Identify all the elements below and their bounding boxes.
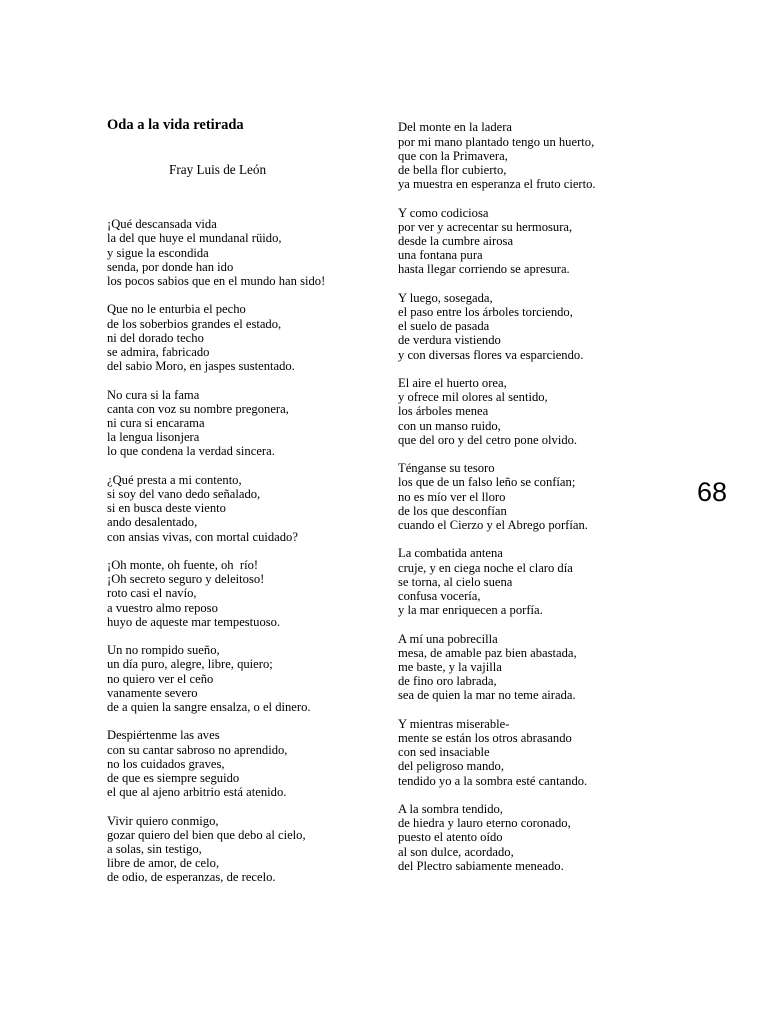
poem-line: de a quien la sangre ensalza, o el dinero. xyxy=(107,700,311,715)
poem-line: Que no le enturbia el pecho xyxy=(107,302,246,317)
stanza xyxy=(107,643,325,714)
poem-line: la del que huye el mundanal rüido, xyxy=(107,231,282,246)
poem-line: ¿Qué presta a mi contento, xyxy=(107,472,242,487)
poem-line: Vivir quiero conmigo, xyxy=(107,813,219,828)
poem-line: hasta llegar corriendo se apresura. xyxy=(398,262,570,277)
poem-line: los árboles menea xyxy=(398,404,489,419)
stanza xyxy=(398,632,596,703)
poem-line: mente se están los otros abrasando xyxy=(398,731,572,746)
poem-line: La combatida antena xyxy=(398,546,503,561)
poem-line: y con diversas flores va esparciendo. xyxy=(398,347,584,362)
poem-line: Y mientras miserable- xyxy=(398,716,510,731)
poem-line: los que de un falso leño se confían; xyxy=(398,475,576,490)
poem-line: por mi mano plantado tengo un huerto, xyxy=(398,134,595,149)
stanza xyxy=(398,802,596,873)
poem-line: libre de amor, de celo, xyxy=(107,856,220,871)
poem-line: confusa vocería, xyxy=(398,589,481,604)
stanza xyxy=(107,814,325,885)
poem-line: del peligroso mando, xyxy=(398,759,504,774)
stanza xyxy=(107,728,325,799)
poem-line: del sabio Moro, en jaspes sustentado. xyxy=(107,359,295,374)
stanza xyxy=(398,206,596,277)
poem-line: me baste, y la vajilla xyxy=(398,660,502,675)
poem-line: senda, por donde han ido xyxy=(107,259,234,274)
poem-line: huyo de aqueste mar tempestuoso. xyxy=(107,614,281,629)
poem-line: el paso entre los árboles torciendo, xyxy=(398,305,573,320)
poem-line: desde la cumbre airosa xyxy=(398,234,514,249)
stanza xyxy=(398,291,596,362)
stanza xyxy=(398,120,596,191)
poem-line: cuando el Cierzo y el Abrego porfían. xyxy=(398,518,588,533)
poem-line: A mí una pobrecilla xyxy=(398,631,498,646)
poem-line: se torna, al cielo suena xyxy=(398,574,513,589)
left-column xyxy=(107,90,325,927)
poem-line: ¡Qué descansada vida xyxy=(107,217,217,232)
poem-line: mesa, de amable paz bien abastada, xyxy=(398,645,577,660)
poem-line: el suelo de pasada xyxy=(398,319,490,334)
poem-line: de fino oro labrada, xyxy=(398,674,497,689)
poem-line: A la sombra tendido, xyxy=(398,802,503,817)
poem-line: de verdura vistiendo xyxy=(398,333,501,348)
poem-line: de hiedra y lauro eterno coronado, xyxy=(398,816,571,831)
poem-line: ya muestra en esperanza el fruto cierto. xyxy=(398,177,596,192)
poem-line: del Plectro sabiamente meneado. xyxy=(398,858,564,873)
stanza xyxy=(107,558,325,629)
poem-line: de bella flor cubierto, xyxy=(398,163,507,178)
poem-line: y ofrece mil olores al sentido, xyxy=(398,390,548,405)
poem-line: no es mío ver el lloro xyxy=(398,489,506,504)
poem-line: de odio, de esperanzas, de recelo. xyxy=(107,870,276,885)
poem-line: Y luego, sosegada, xyxy=(398,290,493,305)
poem-line: que con la Primavera, xyxy=(398,148,508,163)
poem-line: canta con voz su nombre pregonera, xyxy=(107,401,289,416)
right-column xyxy=(398,92,596,916)
poem-line: con ansias vivas, con mortal cuidado? xyxy=(107,529,298,544)
poem-line: no los cuidados graves, xyxy=(107,756,225,771)
poem-line: No cura si la fama xyxy=(107,387,200,402)
poem-line: lo que condena la verdad sincera. xyxy=(107,444,275,459)
poem-line: ando desalentado, xyxy=(107,515,198,530)
poem-line: gozar quiero del bien que debo al cielo, xyxy=(107,827,306,842)
poem-line: de los soberbios grandes el estado, xyxy=(107,316,282,331)
poem-line: roto casi el navío, xyxy=(107,586,197,601)
poem-line: Despiértenme las aves xyxy=(107,728,220,743)
poem-line: ¡Oh secreto seguro y deleitoso! xyxy=(107,572,265,587)
poem-line: cruje, y en ciega noche el claro día xyxy=(398,560,573,575)
poem-line: puesto el atento oído xyxy=(398,830,503,845)
stanza xyxy=(107,302,325,373)
stanza xyxy=(398,717,596,788)
poem-line: se admira, fabricado xyxy=(107,345,210,360)
poem-line: y la mar enriquecen a porfía. xyxy=(398,603,543,618)
poem-line: con un manso ruido, xyxy=(398,418,501,433)
poem-line: que del oro y del cetro pone olvido. xyxy=(398,432,578,447)
poem-line: Ténganse su tesoro xyxy=(398,461,495,476)
poem-line: con su cantar sabroso no aprendido, xyxy=(107,742,288,757)
poem-line: Un no rompido sueño, xyxy=(107,643,220,658)
right-stanzas xyxy=(398,120,596,873)
poem-line: El aire el huerto orea, xyxy=(398,376,507,391)
poem-line: los pocos sabios que en el mundo han sido! xyxy=(107,274,326,289)
poem-line: Y como codiciosa xyxy=(398,205,489,220)
poem-line: y sigue la escondida xyxy=(107,245,209,260)
stanza xyxy=(398,461,596,532)
poem-line: a vuestro almo reposo xyxy=(107,600,218,615)
stanza xyxy=(107,473,325,544)
poem-line: no quiero ver el ceño xyxy=(107,671,214,686)
poem-line: de que es siempre seguido xyxy=(107,771,240,786)
poem-line: Del monte en la ladera xyxy=(398,120,512,135)
poem-line: al son dulce, acordado, xyxy=(398,844,514,859)
stanza xyxy=(398,376,596,447)
poem-line: ni del dorado techo xyxy=(107,330,204,345)
poem-author: Fray Luis de León xyxy=(169,161,267,177)
poem-line: sea de quien la mar no teme airada. xyxy=(398,688,576,703)
poem-line: ni cura si encarama xyxy=(107,416,205,431)
poem-line: si en busca deste viento xyxy=(107,501,226,516)
poem-line: una fontana pura xyxy=(398,248,483,263)
poem-line: con sed insaciable xyxy=(398,745,490,760)
poem-line: un día puro, alegre, libre, quiero; xyxy=(107,657,273,672)
stanza xyxy=(107,388,325,459)
poem-line: de los que desconfían xyxy=(398,503,507,518)
poem-line: a solas, sin testigo, xyxy=(107,842,202,857)
poem-line: tendido yo a la sombra esté cantando. xyxy=(398,773,588,788)
poem-line: ¡Oh monte, oh fuente, oh río! xyxy=(107,558,259,573)
poem-line: la lengua lisonjera xyxy=(107,430,200,445)
poem-line: si soy del vano dedo señalado, xyxy=(107,487,261,502)
poem-line: el que al ajeno arbitrio está atenido. xyxy=(107,785,287,800)
page-number: 68 xyxy=(697,477,728,507)
left-stanzas xyxy=(107,217,325,884)
poem-title: Oda a la vida retirada xyxy=(107,117,244,134)
stanza xyxy=(398,546,596,617)
poem-line: por ver y acrecentar su hermosura, xyxy=(398,219,573,234)
poem-line: vanamente severo xyxy=(107,685,198,700)
stanza xyxy=(107,217,325,288)
